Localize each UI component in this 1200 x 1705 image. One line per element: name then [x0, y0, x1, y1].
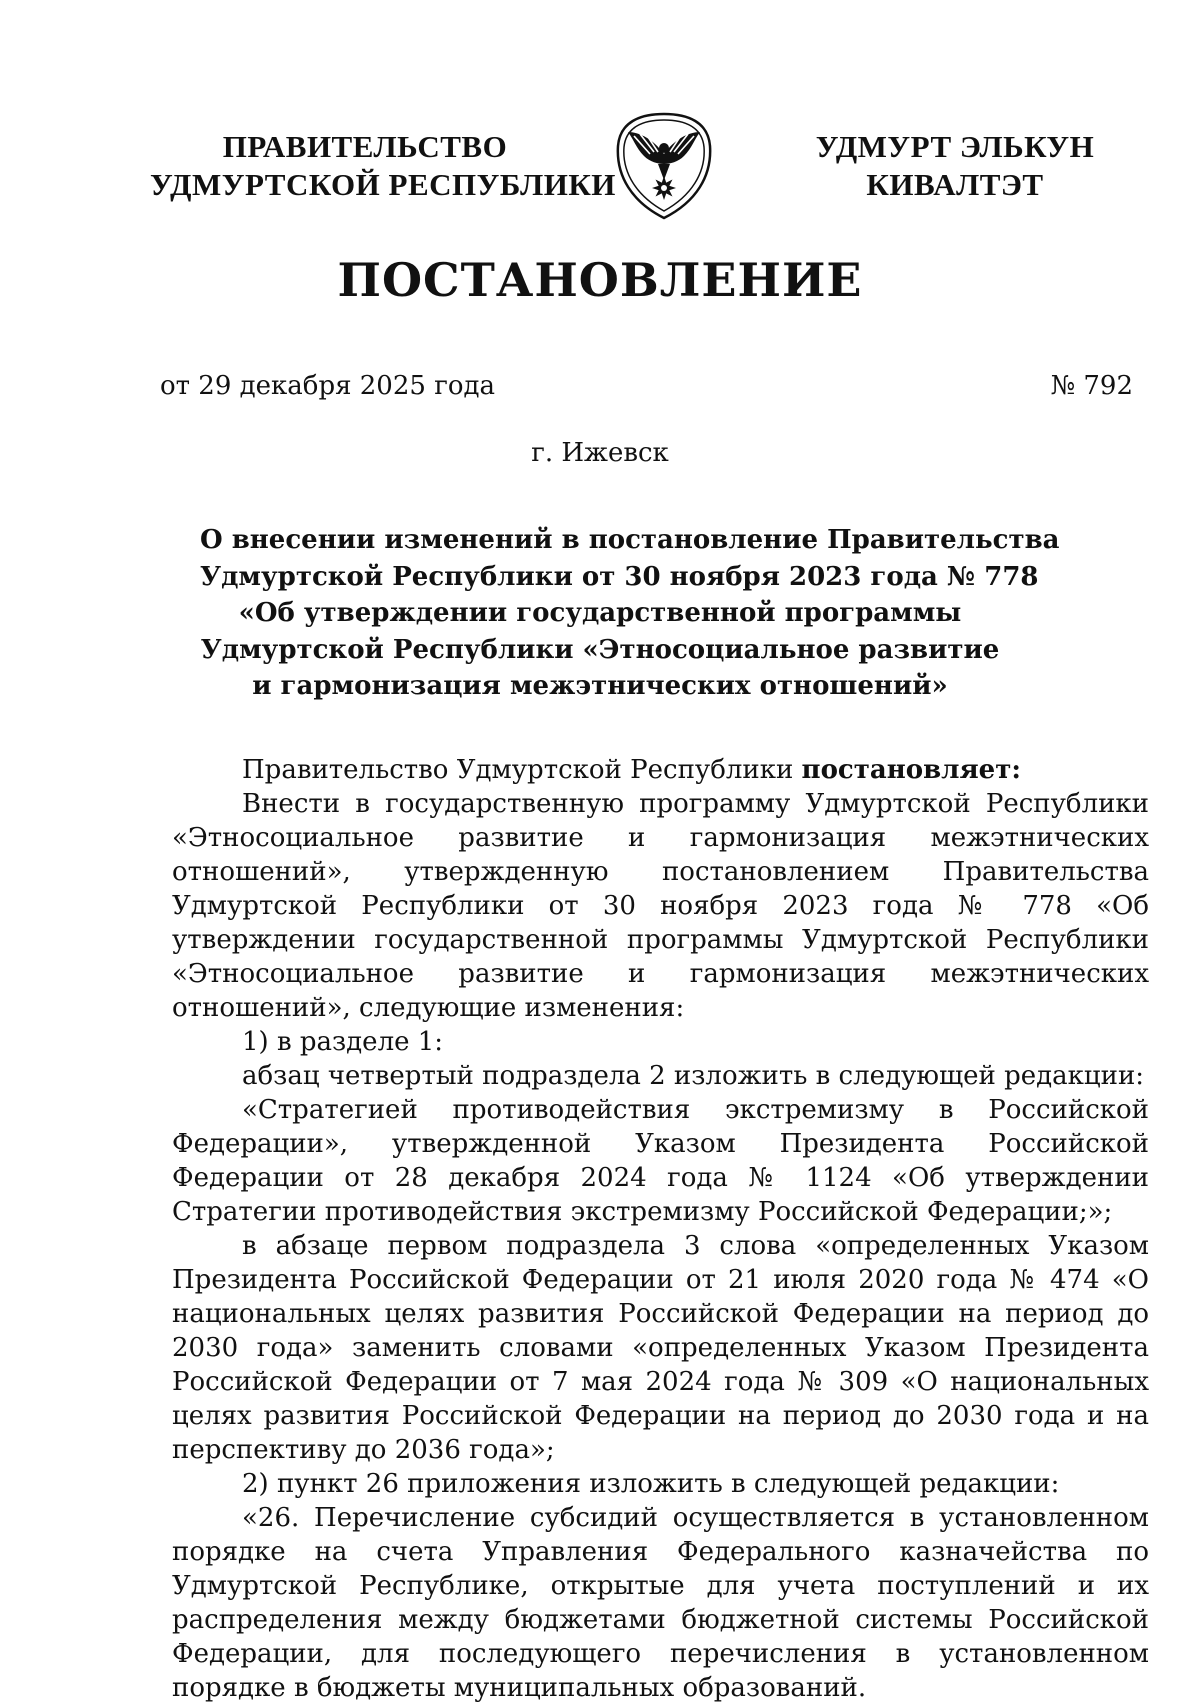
body-paragraph: 2) пункт 26 приложения изложить в следующей редакции:: [242, 1469, 1060, 1499]
issuer-name-russian: [150, 128, 616, 204]
body-paragraph: в абзаце первом подраздела 3 слова «определенных Указом Президента Российской Федерации от 21 июля 2020 года № 474 «О национальных целях развития Российской Федерации на период до 2030 года» заменить словами «определенных Указом Президента Российской Федерации от 7 мая 2024 года № 309 «О национальных целях развития Российской Федерации на период до 2030 года и на перспективу до 2036 года»;: [172, 1231, 1149, 1465]
document-subject: [200, 522, 1060, 705]
coat-of-arms-icon: [610, 110, 718, 222]
document-body: [172, 753, 1149, 1705]
subject-line: О внесении изменений в постановление Правительства: [200, 525, 1060, 555]
subject-line: и гармонизация межэтнических отношений»: [252, 671, 948, 701]
document-title: ПОСТАНОВЛЕНИЕ: [337, 253, 863, 307]
subject-line: Удмуртской Республики «Этносоциальное развитие: [200, 634, 1000, 665]
issuer-udmurt-line-1: УДМУРТ ЭЛЬКУН: [815, 129, 1095, 164]
body-paragraph: Внести в государственную программу Удмуртской Республики «Этносоциальное развитие и гармонизация межэтнических отношений», утвержденную постановлением Правительства Удмуртской Республики от 30 ноября 2023 года № 778 «Об утверждении государственной программы Удмуртской Республики «Этносоциальное развитие и гармонизация межэтнических отношений», следующие изменения:: [172, 789, 1149, 1023]
intro-text: Правительство Удмуртской Республики: [242, 755, 802, 785]
subject-line: «Об утверждении государственной программы: [238, 598, 962, 628]
body-paragraph: «26. Перечисление субсидий осуществляется в установленном порядке на счета Управления Федерального казначейства по Удмуртской Республике, открытые для учета поступлений и их распределения между бюджетами бюджетной системы Российской Федерации, для последующего перечисления в установленном порядке в бюджеты муниципальных образований.: [172, 1503, 1149, 1703]
subject-line: Удмуртской Республики от 30 ноября 2023 года № 778: [200, 561, 1039, 592]
document-number: № 792: [1050, 371, 1133, 401]
issuer-line-1: ПРАВИТЕЛЬСТВО: [222, 129, 508, 164]
issuer-name-udmurt: [800, 128, 1110, 204]
document-city: г. Ижевск: [531, 438, 669, 468]
document-date: от 29 декабря 2025 года: [160, 371, 495, 401]
issuer-line-2: УДМУРТСКОЙ РЕСПУБЛИКИ: [150, 167, 616, 202]
body-paragraph: абзац четвертый подраздела 2 изложить в следующей редакции:: [242, 1061, 1145, 1091]
issuer-udmurt-line-2: КИВАЛТЭТ: [866, 167, 1044, 202]
intro-decree-word: постановляет:: [801, 755, 1021, 785]
body-paragraph: «Стратегией противодействия экстремизму в Российской Федерации», утвержденной Указом Президента Российской Федерации от 28 декабря 2024 года № 1124 «Об утверждении Стратегии противодействия экстремизму Российской Федерации;»;: [172, 1095, 1149, 1227]
intro-paragraph: [172, 753, 1149, 787]
body-paragraph: 1) в разделе 1:: [242, 1027, 444, 1057]
